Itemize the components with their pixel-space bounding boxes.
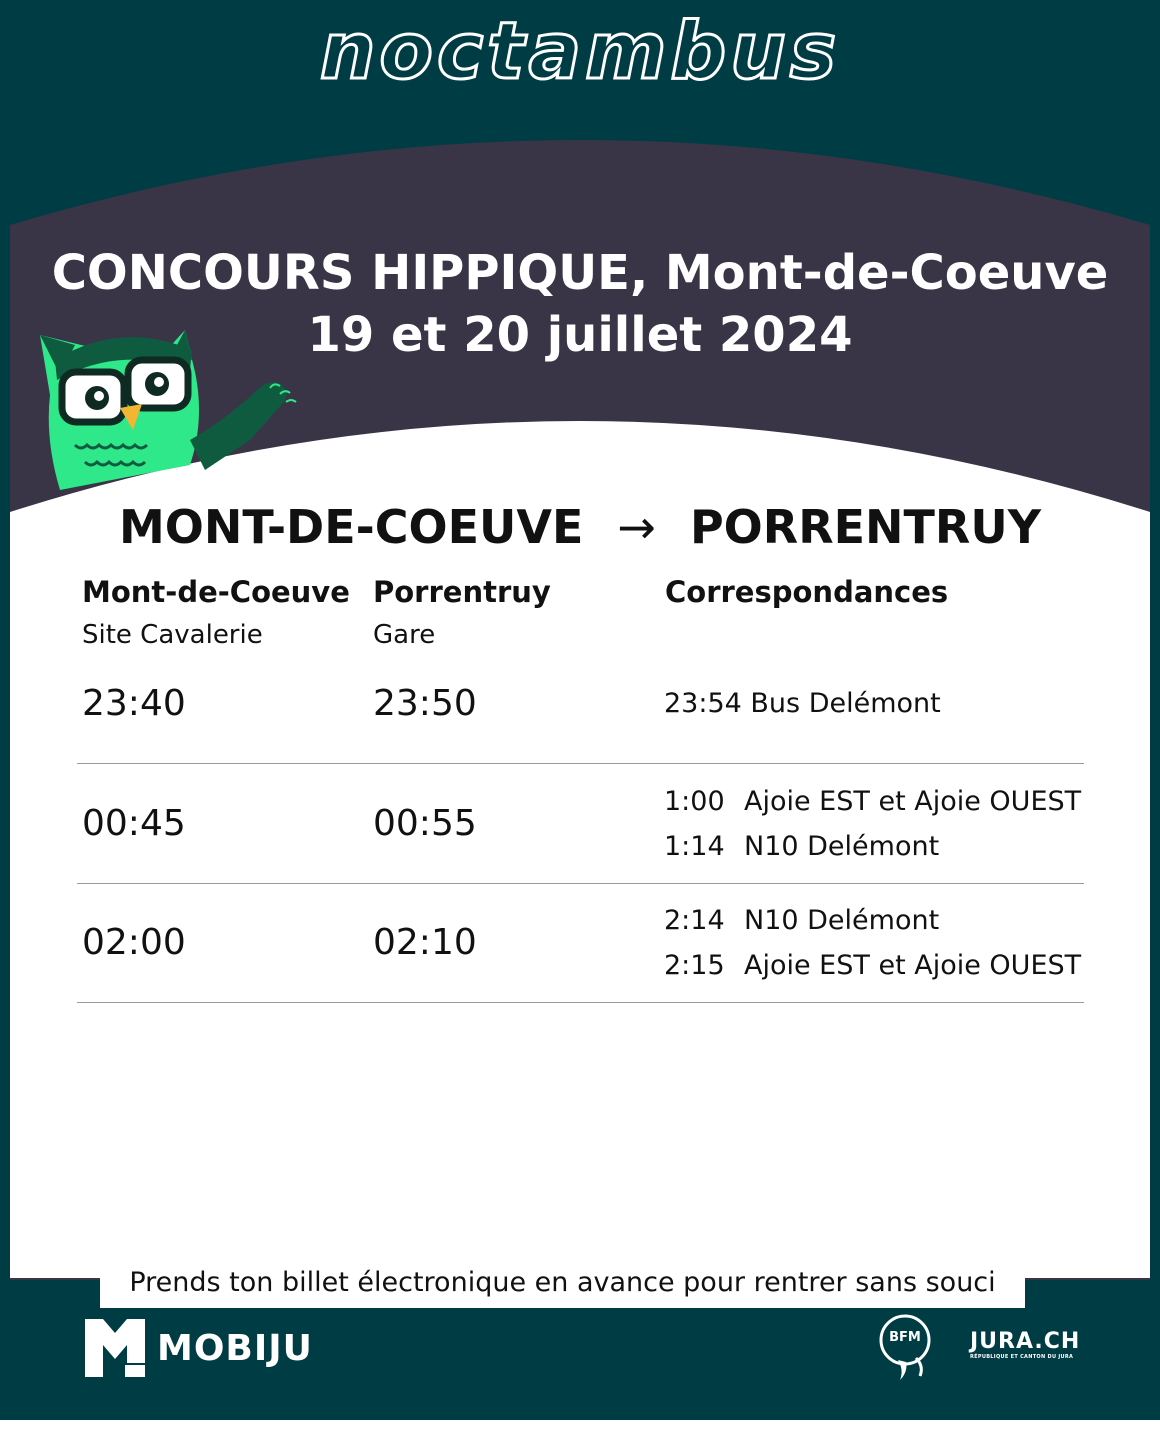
table-row-3-connection-2 (664, 950, 1081, 981)
route-origin: MONT-DE-COEUVE (118, 500, 584, 554)
table-row-2-depart: 00:45 (82, 803, 186, 844)
jura-tagline: RÉPUBLIQUE ET CANTON DU JURA (970, 1354, 1074, 1360)
table-row-3-arrive: 02:10 (373, 922, 477, 963)
table-row-1-connection-1 (664, 688, 941, 719)
connection-time: 2:14 (664, 905, 725, 936)
connection-time: 2:15 (664, 950, 725, 981)
bfm-label: BFM (889, 1330, 921, 1345)
route-heading (0, 500, 1160, 554)
ticket-note: Prends ton billet électronique en avance pour rentrer sans souci (129, 1266, 996, 1298)
noctambus-logo (0, 0, 1160, 110)
row-divider (77, 763, 1084, 764)
event-title-line1: CONCOURS HIPPIQUE, Mont-de-Coeuve (51, 245, 1109, 301)
table-row-1-depart: 23:40 (82, 683, 186, 724)
connection-time: 1:14 (664, 831, 725, 862)
table-row-2-connection-2 (664, 831, 939, 862)
connection-line: Ajoie EST et Ajoie OUEST (744, 950, 1082, 981)
connection-line: N10 Delémont (744, 905, 940, 936)
event-title-line2: 19 et 20 juillet 2024 (307, 307, 853, 363)
noctambus-logo-text: noctambus (319, 7, 841, 97)
row-divider (77, 1002, 1084, 1003)
route-arrow-icon: → (617, 500, 656, 554)
column-header-destination: Porrentruy (373, 575, 551, 609)
connection-time: 1:00 (664, 786, 725, 817)
connection-line: N10 Delémont (744, 831, 940, 862)
mobiju-name: MOBIJU (157, 1327, 313, 1369)
mobiju-m-icon (85, 1319, 145, 1377)
column-subheader-destination-stop: Gare (373, 620, 436, 650)
column-subheader-origin-stop: Site Cavalerie (82, 620, 263, 650)
route-destination: PORRENTRUY (689, 500, 1042, 554)
jura-name: JURA.CH (970, 1329, 1081, 1354)
table-row-3-connection-1 (664, 905, 939, 936)
ticket-note-box (100, 1256, 1025, 1308)
connection-time: 23:54 (664, 688, 742, 719)
column-header-connections: Correspondances (665, 575, 949, 609)
bfm-seal-icon (876, 1310, 934, 1382)
row-divider (77, 883, 1084, 884)
table-row-3-depart: 02:00 (82, 922, 186, 963)
table-row-1-arrive: 23:50 (373, 683, 477, 724)
event-title (0, 242, 1160, 366)
table-row-2-connection-1 (664, 786, 1081, 817)
connection-line: Bus Delémont (750, 688, 941, 719)
connection-line: Ajoie EST et Ajoie OUEST (744, 786, 1082, 817)
mobiju-logo (85, 1318, 313, 1378)
table-row-2-arrive: 00:55 (373, 803, 477, 844)
column-header-origin: Mont-de-Coeuve (82, 575, 350, 609)
jura-logo (970, 1330, 1080, 1360)
